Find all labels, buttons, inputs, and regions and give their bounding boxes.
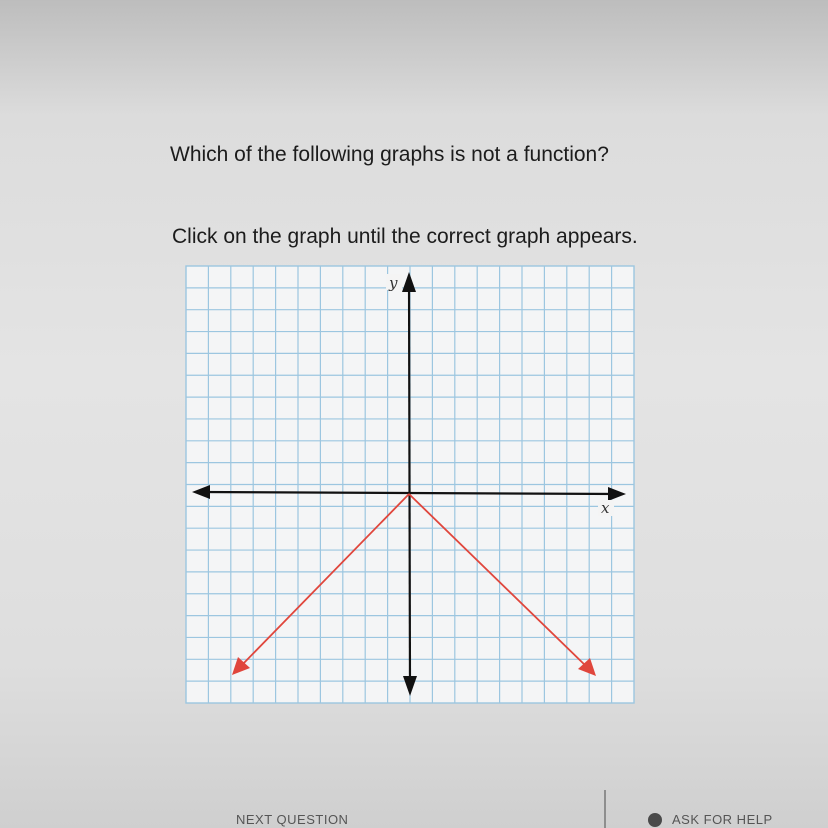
ask-for-help-button[interactable]: [648, 812, 773, 827]
y-axis-label: y: [389, 274, 398, 292]
graph-area[interactable]: [180, 262, 640, 707]
footer-divider: [604, 790, 606, 828]
ask-for-help-label: ASK FOR HELP: [672, 812, 773, 827]
y-axis-line: [409, 276, 410, 690]
next-question-button[interactable]: NEXT QUESTION: [236, 812, 349, 827]
instruction-text: Click on the graph until the correct graph appears.: [172, 225, 638, 248]
coordinate-graph[interactable]: [180, 262, 640, 707]
x-axis-label: x: [601, 499, 610, 517]
help-icon: [648, 813, 662, 827]
question-text: Which of the following graphs is not a function?: [170, 143, 609, 166]
